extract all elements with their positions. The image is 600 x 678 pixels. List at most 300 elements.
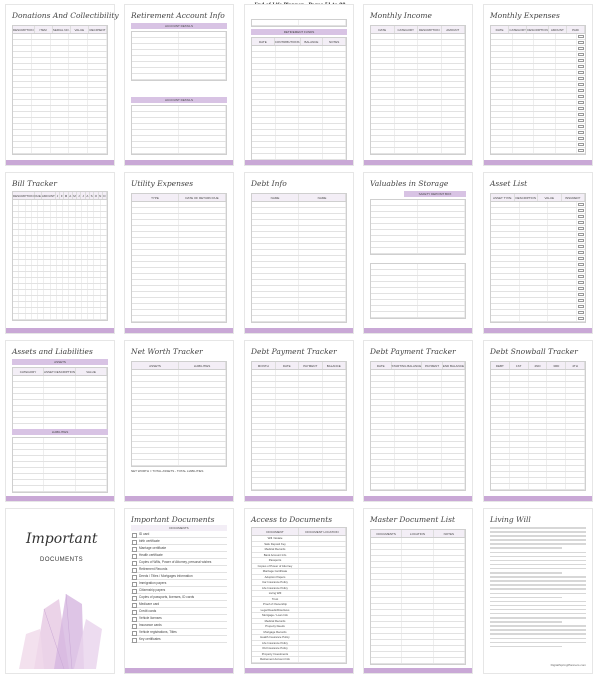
table-cell bbox=[32, 76, 51, 81]
table-cell bbox=[513, 94, 535, 99]
col-header: M bbox=[64, 194, 68, 198]
table-cell bbox=[132, 220, 179, 225]
table-cell bbox=[13, 450, 44, 455]
table-cell bbox=[32, 94, 51, 99]
table-cell bbox=[395, 64, 419, 69]
section-bar: LIABILITIES bbox=[12, 429, 108, 435]
table-cell bbox=[371, 200, 418, 205]
table-cell bbox=[434, 646, 465, 651]
table-cell bbox=[132, 280, 179, 285]
table-cell bbox=[252, 418, 276, 423]
page-accent-band bbox=[245, 328, 353, 333]
table-cell bbox=[88, 58, 107, 63]
table-cell bbox=[252, 280, 299, 285]
table-cell bbox=[529, 388, 548, 393]
document-name: Trust bbox=[252, 597, 299, 602]
text-line bbox=[490, 601, 586, 603]
table-cell bbox=[556, 100, 578, 105]
funds-table bbox=[251, 37, 347, 161]
table-cell bbox=[371, 466, 395, 471]
table-cell bbox=[529, 478, 548, 483]
table-cell bbox=[323, 454, 347, 459]
table-cell bbox=[252, 316, 299, 321]
section-bar: RETIREMENT FUNDS bbox=[251, 29, 347, 35]
table-row bbox=[132, 148, 226, 154]
page-title: Bill Tracker bbox=[12, 179, 57, 188]
table-cell bbox=[252, 262, 299, 267]
col-header: CONTRIBUTIONS bbox=[274, 40, 300, 44]
table-cell bbox=[51, 106, 70, 111]
table-cell bbox=[402, 592, 433, 597]
table-cell bbox=[276, 418, 300, 423]
table-cell bbox=[132, 292, 179, 297]
table-cell bbox=[101, 290, 107, 295]
table-cell bbox=[132, 136, 179, 141]
table-cell bbox=[566, 472, 585, 477]
table-cell bbox=[402, 634, 433, 639]
page-monthly-expenses bbox=[483, 4, 593, 166]
table-cell bbox=[299, 304, 346, 309]
table-cell bbox=[395, 112, 419, 117]
list-item: Credit cards bbox=[131, 608, 227, 615]
table-cell bbox=[299, 478, 323, 483]
table-cell bbox=[252, 256, 299, 261]
income-table bbox=[370, 25, 466, 155]
table-cell bbox=[442, 52, 466, 57]
table-cell bbox=[418, 484, 442, 489]
table-cell bbox=[371, 628, 402, 633]
table-cell bbox=[179, 460, 226, 465]
table-cell bbox=[179, 286, 226, 291]
table-cell bbox=[418, 124, 442, 129]
table-cell bbox=[556, 130, 578, 135]
table-cell bbox=[418, 118, 442, 123]
text-line bbox=[490, 617, 586, 619]
table-cell bbox=[491, 124, 513, 129]
table-cell bbox=[434, 592, 465, 597]
table-cell bbox=[418, 406, 442, 411]
table-cell bbox=[299, 553, 346, 558]
table-cell bbox=[13, 142, 32, 147]
table-cell bbox=[548, 304, 577, 309]
col-header: J bbox=[56, 194, 59, 198]
table-cell bbox=[252, 394, 276, 399]
table-cell bbox=[578, 95, 584, 98]
table-cell bbox=[529, 382, 548, 387]
table-cell bbox=[323, 472, 347, 477]
table-cell bbox=[44, 394, 75, 399]
table-cell bbox=[418, 276, 465, 281]
page-accent-band bbox=[6, 496, 114, 501]
table-cell bbox=[371, 282, 418, 287]
table-cell bbox=[547, 454, 566, 459]
table-cell bbox=[88, 130, 107, 135]
table-cell bbox=[69, 94, 88, 99]
table-cell bbox=[491, 304, 520, 309]
table-cell bbox=[395, 418, 419, 423]
table-cell bbox=[88, 70, 107, 75]
table-cell bbox=[179, 118, 226, 123]
table-cell bbox=[276, 70, 300, 75]
table-cell bbox=[299, 424, 323, 429]
table-cell bbox=[69, 82, 88, 87]
table-cell bbox=[69, 148, 88, 153]
table-cell bbox=[76, 450, 107, 455]
table-cell bbox=[101, 218, 107, 223]
page-master-document-list bbox=[363, 508, 473, 674]
table-cell bbox=[418, 200, 465, 205]
table-cell bbox=[69, 88, 88, 93]
table-cell bbox=[434, 538, 465, 543]
table-cell bbox=[371, 288, 418, 293]
table-cell bbox=[252, 466, 276, 471]
page-title: Monthly Income bbox=[370, 11, 432, 20]
table-cell bbox=[179, 310, 226, 315]
table-cell bbox=[547, 370, 566, 375]
table-cell bbox=[529, 460, 548, 465]
text-line bbox=[490, 543, 586, 545]
table-cell bbox=[13, 388, 44, 393]
table-cell bbox=[101, 278, 107, 283]
section-bar: ACCOUNT DETAILS bbox=[131, 23, 227, 29]
table-cell bbox=[418, 424, 442, 429]
table-cell bbox=[578, 203, 584, 206]
table-cell bbox=[534, 118, 556, 123]
table-cell bbox=[418, 306, 465, 311]
page-retirement-account bbox=[124, 4, 234, 166]
table-cell bbox=[547, 406, 566, 411]
text-line bbox=[490, 642, 586, 644]
table-cell bbox=[418, 270, 465, 275]
table-cell bbox=[32, 142, 51, 147]
table-cell bbox=[491, 478, 510, 483]
col-header: PAYMENT bbox=[422, 362, 443, 369]
table-cell bbox=[566, 394, 585, 399]
table-cell bbox=[402, 622, 433, 627]
table-cell bbox=[323, 430, 347, 435]
table-cell bbox=[510, 388, 529, 393]
table-cell bbox=[299, 280, 346, 285]
table-cell bbox=[299, 382, 323, 387]
page-bill-tracker bbox=[5, 172, 115, 334]
table-cell bbox=[529, 412, 548, 417]
table-cell bbox=[13, 112, 32, 117]
page-title: Monthly Expenses bbox=[490, 11, 560, 20]
table-cell bbox=[434, 568, 465, 573]
table-row bbox=[491, 484, 585, 490]
table-cell bbox=[76, 412, 107, 417]
table-cell bbox=[179, 202, 226, 207]
table-cell bbox=[371, 538, 402, 543]
table-cell bbox=[51, 64, 70, 69]
table-cell bbox=[548, 262, 577, 267]
table-cell bbox=[299, 58, 323, 63]
table-cell bbox=[548, 220, 577, 225]
table-cell bbox=[179, 268, 226, 273]
table-cell bbox=[520, 280, 549, 285]
table-cell bbox=[179, 400, 226, 405]
table-cell bbox=[529, 376, 548, 381]
table-cell bbox=[13, 438, 44, 443]
table-cell bbox=[299, 100, 323, 105]
table-cell bbox=[179, 226, 226, 231]
table-cell bbox=[101, 260, 107, 265]
table-cell bbox=[132, 56, 179, 61]
page-accent-band bbox=[484, 496, 592, 501]
table-cell bbox=[299, 484, 323, 489]
col-header: END BALANCE bbox=[442, 364, 465, 368]
table-cell bbox=[252, 370, 276, 375]
table-cell bbox=[276, 394, 300, 399]
table-cell bbox=[299, 112, 323, 117]
table-cell bbox=[578, 107, 584, 110]
table-cell bbox=[371, 568, 402, 573]
table-cell bbox=[179, 244, 226, 249]
table-cell bbox=[491, 64, 513, 69]
table-cell bbox=[402, 538, 433, 543]
list-item: Key certificates bbox=[131, 636, 227, 643]
table-cell bbox=[491, 46, 513, 51]
table-cell bbox=[101, 296, 107, 301]
table-cell bbox=[132, 304, 179, 309]
table-cell bbox=[520, 268, 549, 273]
document-name: Living Will bbox=[252, 591, 299, 596]
table-row bbox=[252, 20, 346, 26]
table-cell bbox=[323, 52, 347, 57]
col-header: NAME bbox=[299, 194, 346, 201]
document-name: Will / Estate bbox=[252, 536, 299, 541]
table-cell bbox=[13, 148, 32, 153]
col-header: SERIAL NO. bbox=[52, 28, 70, 32]
table-cell bbox=[88, 124, 107, 129]
table-cell bbox=[299, 575, 346, 580]
table-cell bbox=[402, 610, 433, 615]
table-cell bbox=[566, 376, 585, 381]
text-line bbox=[490, 638, 586, 640]
table-cell bbox=[179, 50, 226, 55]
table-cell bbox=[299, 558, 346, 563]
table-cell bbox=[252, 124, 276, 129]
crystal-illustration bbox=[14, 589, 108, 671]
table-cell bbox=[442, 82, 466, 87]
table-cell bbox=[132, 454, 179, 459]
table-cell bbox=[534, 112, 556, 117]
net-worth-table bbox=[131, 361, 227, 467]
table-cell bbox=[276, 436, 300, 441]
col-header: CATEGORY bbox=[13, 368, 44, 375]
table-cell bbox=[371, 94, 395, 99]
table-cell bbox=[395, 40, 419, 45]
table-cell bbox=[299, 316, 346, 321]
table-cell bbox=[299, 154, 323, 159]
table-cell bbox=[51, 40, 70, 45]
table-cell bbox=[276, 376, 300, 381]
table-cell bbox=[510, 478, 529, 483]
table-cell bbox=[395, 58, 419, 63]
table-cell bbox=[434, 634, 465, 639]
table-cell bbox=[88, 112, 107, 117]
table-cell bbox=[179, 220, 226, 225]
table-cell bbox=[132, 298, 179, 303]
table-cell bbox=[547, 466, 566, 471]
table-cell bbox=[548, 232, 577, 237]
access-rows bbox=[252, 536, 346, 663]
will-text-block bbox=[484, 527, 592, 650]
table-cell bbox=[578, 35, 584, 38]
table-cell bbox=[402, 550, 433, 555]
table-cell bbox=[491, 442, 510, 447]
page-cover-important bbox=[5, 508, 115, 674]
table-cell bbox=[491, 142, 513, 147]
text-line bbox=[490, 531, 586, 533]
table-cell bbox=[252, 442, 276, 447]
table-cell bbox=[513, 34, 535, 39]
table-cell bbox=[534, 94, 556, 99]
table-cell bbox=[395, 478, 419, 483]
table-cell bbox=[548, 202, 577, 207]
table-cell bbox=[418, 400, 442, 405]
table-cell bbox=[418, 212, 465, 217]
table-cell bbox=[442, 124, 466, 129]
table-cell bbox=[442, 130, 466, 135]
table-cell bbox=[179, 232, 226, 237]
table-cell bbox=[510, 448, 529, 453]
table-cell bbox=[299, 454, 323, 459]
col-header: DOCUMENTS bbox=[131, 525, 227, 531]
table-cell bbox=[323, 466, 347, 471]
table-cell bbox=[510, 400, 529, 405]
table-cell bbox=[132, 202, 179, 207]
table-cell bbox=[32, 130, 51, 135]
table-cell bbox=[491, 34, 513, 39]
table-cell bbox=[442, 466, 466, 471]
table-cell bbox=[13, 474, 44, 479]
table-cell bbox=[101, 248, 107, 253]
table-cell bbox=[179, 262, 226, 267]
table-cell bbox=[534, 136, 556, 141]
table-cell bbox=[513, 100, 535, 105]
table-cell bbox=[513, 142, 535, 147]
table-cell bbox=[132, 430, 179, 435]
table-cell bbox=[395, 34, 419, 39]
table-cell bbox=[371, 64, 395, 69]
table-cell bbox=[44, 444, 75, 449]
table-cell bbox=[491, 40, 513, 45]
table-cell bbox=[491, 100, 513, 105]
table-cell bbox=[13, 64, 32, 69]
table-cell bbox=[434, 550, 465, 555]
table-cell bbox=[88, 100, 107, 105]
table-cell bbox=[88, 46, 107, 51]
table-cell bbox=[299, 94, 323, 99]
table-cell bbox=[32, 34, 51, 39]
table-cell bbox=[434, 652, 465, 657]
table-cell bbox=[513, 136, 535, 141]
table-cell bbox=[299, 310, 346, 315]
page-assets-liabilities bbox=[5, 340, 115, 502]
table-cell bbox=[556, 148, 578, 153]
table-cell bbox=[442, 88, 466, 93]
table-cell bbox=[371, 478, 395, 483]
table-cell bbox=[578, 281, 584, 284]
table-cell bbox=[132, 208, 179, 213]
table-cell bbox=[32, 58, 51, 63]
table-cell bbox=[395, 448, 419, 453]
table-cell bbox=[51, 112, 70, 117]
table-cell bbox=[556, 34, 578, 39]
table-cell bbox=[371, 412, 395, 417]
table-cell bbox=[491, 400, 510, 405]
table-cell bbox=[13, 486, 44, 491]
table-cell bbox=[547, 478, 566, 483]
table-cell bbox=[418, 34, 442, 39]
table-cell bbox=[402, 646, 433, 651]
table-cell bbox=[402, 628, 433, 633]
table-cell bbox=[442, 412, 466, 417]
text-line bbox=[490, 646, 562, 648]
table-cell bbox=[566, 400, 585, 405]
table-cell bbox=[32, 40, 51, 45]
table-cell bbox=[299, 460, 323, 465]
table-row bbox=[132, 460, 226, 466]
table-cell bbox=[491, 256, 520, 261]
table-cell bbox=[323, 124, 347, 129]
table-cell bbox=[299, 46, 323, 51]
table-cell bbox=[491, 460, 510, 465]
table-cell bbox=[371, 634, 402, 639]
table-cell bbox=[510, 472, 529, 477]
table-cell bbox=[76, 376, 107, 381]
table-cell bbox=[491, 70, 513, 75]
table-cell bbox=[491, 88, 513, 93]
table-cell bbox=[442, 460, 466, 465]
list-item: Health certificate bbox=[131, 552, 227, 559]
table-cell bbox=[548, 316, 577, 321]
text-line bbox=[490, 605, 586, 607]
table-cell bbox=[44, 418, 75, 423]
table-cell bbox=[510, 370, 529, 375]
table-cell bbox=[299, 124, 323, 129]
col-header: TYPE bbox=[132, 194, 179, 201]
table-cell bbox=[510, 466, 529, 471]
table-cell bbox=[323, 154, 347, 159]
text-line bbox=[490, 584, 586, 586]
table-cell bbox=[252, 454, 276, 459]
table-cell bbox=[371, 276, 418, 281]
table-cell bbox=[13, 418, 44, 423]
table-cell bbox=[547, 460, 566, 465]
table-cell bbox=[252, 112, 276, 117]
table-cell bbox=[418, 46, 442, 51]
table-cell bbox=[418, 236, 465, 241]
table-cell bbox=[491, 376, 510, 381]
table-cell bbox=[32, 88, 51, 93]
table-cell bbox=[76, 468, 107, 473]
table-cell bbox=[395, 484, 419, 489]
table-cell bbox=[13, 130, 32, 135]
table-cell bbox=[491, 268, 520, 273]
table-cell bbox=[132, 244, 179, 249]
table-cell bbox=[395, 436, 419, 441]
table-cell bbox=[76, 382, 107, 387]
table-cell bbox=[418, 242, 465, 247]
table-cell bbox=[323, 70, 347, 75]
table-cell bbox=[434, 562, 465, 567]
col-header: PAYMENT bbox=[299, 362, 323, 369]
document-name: Old Insurance Policy bbox=[252, 646, 299, 651]
list-item: Copies of passports, licenses, ID cards bbox=[131, 594, 227, 601]
table-cell bbox=[491, 316, 520, 321]
